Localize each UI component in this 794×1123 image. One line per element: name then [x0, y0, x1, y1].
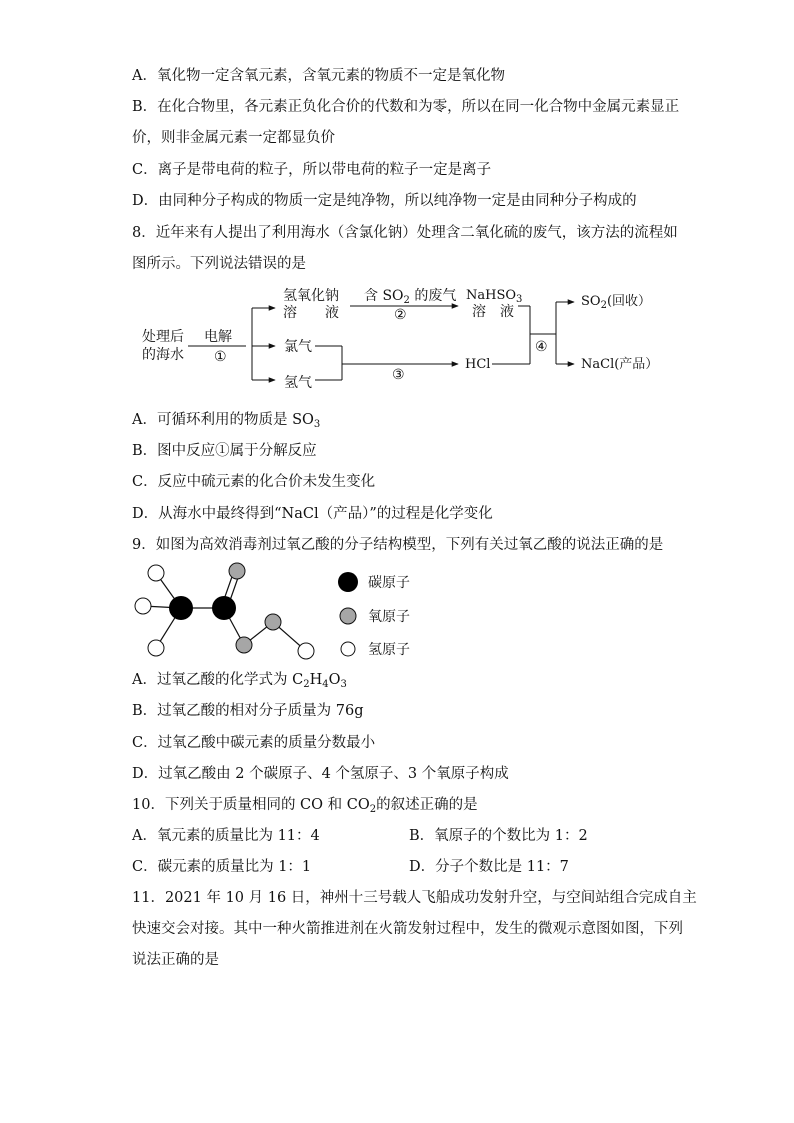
nahso3-line2: 溶 液 [472, 304, 514, 320]
q8-option-c: C．反应中硫元素的化合价未发生变化 [132, 474, 376, 490]
q11-stem-line1: 11．2021 年 10 月 16 日，神州十三号载人飞船成功发射升空，与空间站组合完成自主 [132, 890, 697, 906]
hydrogen-atom [298, 643, 314, 659]
legend-carbon-swatch [338, 572, 358, 592]
q9-option-a: A．过氧乙酸的化学式为 $C_2H_4O_3$ [132, 672, 347, 690]
legend-oxygen-swatch [340, 608, 356, 624]
q10-option-b: B．氧原子的个数比为 1：2 [409, 828, 588, 844]
legend-carbon-label: 碳原子 [368, 575, 410, 591]
legend-hydrogen-label: 氢原子 [368, 642, 410, 658]
q10-option-c: C．碳元素的质量比为 1：1 [132, 859, 312, 875]
q7-option-c: C．离子是带电荷的粒子，所以带电荷的粒子一定是离子 [132, 162, 492, 178]
q9-option-d: D．过氧乙酸由 2 个碳原子、4 个氢原子、3 个氧原子构成 [132, 766, 509, 782]
nahso3-line1: NaHSO$_3$ [466, 288, 523, 305]
q10-option-a: A．氧元素的质量比为 11：4 [132, 828, 320, 844]
q8-stem-line1: 8．近年来有人提出了利用海水（含氯化钠）处理含二氧化硫的废气，该方法的流程如 [132, 225, 678, 241]
q11-stem-line2: 快速交会对接。其中一种火箭推进剂在火箭发射过程中，发生的微观示意图如图，下列 [132, 921, 683, 937]
q7-option-d: D．由同种分子构成的物质一定是纯净物，所以纯净物一定是由同种分子构成的 [132, 193, 637, 209]
q10-option-d: D．分子个数比是 11：7 [409, 859, 569, 875]
hydrogen-atom [148, 640, 164, 656]
so2-recycle-label: $SO_2$(回收） [581, 294, 652, 311]
step1-label: 电解 [204, 329, 232, 345]
q7-option-b-line1: B．在化合物里，各元素正负化合价的代数和为零，所以在同一化合物中金属元素显正 [132, 99, 680, 115]
oxygen-atom [236, 637, 252, 653]
oxygen-atom [229, 563, 245, 579]
q9-stem: 9．如图为高效消毒剂过氧乙酸的分子结构模型，下列有关过氧乙酸的说法正确的是 [132, 537, 664, 553]
q9-option-b: B．过氧乙酸的相对分子质量为 76g [132, 703, 364, 719]
q9-option-c: C．过氧乙酸中碳元素的质量分数最小 [132, 735, 376, 751]
step1-number: ① [214, 349, 227, 365]
oxygen-atom [265, 614, 281, 630]
hcl-label: HCl [465, 357, 491, 372]
legend-oxygen-label: 氧原子 [368, 609, 410, 625]
cl2-label: 氯气 [284, 339, 312, 355]
q10-stem: 10．下列关于质量相同的 CO 和 $CO_2$的叙述正确的是 [132, 797, 478, 815]
step2-label: 含 $SO_2$ 的废气 [364, 288, 457, 306]
legend-hydrogen-swatch [341, 642, 355, 656]
hydrogen-atom [148, 565, 164, 581]
naoh-line2: 溶 液 [283, 305, 339, 321]
q11-stem-line3: 说法正确的是 [132, 952, 219, 968]
naoh-line1: 氢氧化钠 [283, 288, 339, 304]
carbon-atom [212, 596, 236, 620]
q8-stem-line2: 图所示。下列说法错误的是 [132, 256, 306, 272]
q7-option-a: A．氧化物一定含氧元素，含氧元素的物质不一定是氧化物 [132, 68, 505, 84]
step2-number: ② [394, 307, 407, 323]
step4-number: ④ [535, 339, 548, 355]
q8-option-b: B．图中反应①属于分解反应 [132, 443, 317, 459]
q8-option-a: A．可循环利用的物质是 $SO_3$ [132, 412, 321, 430]
nacl-product-label: NaCl(产品） [581, 357, 659, 372]
flow-start-line2: 的海水 [142, 347, 184, 363]
flow-start-line1: 处理后 [142, 329, 184, 345]
hydrogen-atom [135, 598, 151, 614]
step3-number: ③ [392, 367, 405, 383]
h2-label: 氢气 [284, 375, 312, 391]
q7-option-b-line2: 价，则非金属元素一定都显负价 [132, 130, 335, 146]
q8-option-d: D．从海水中最终得到“NaCl（产品）”的过程是化学变化 [132, 506, 493, 522]
carbon-atom [169, 596, 193, 620]
